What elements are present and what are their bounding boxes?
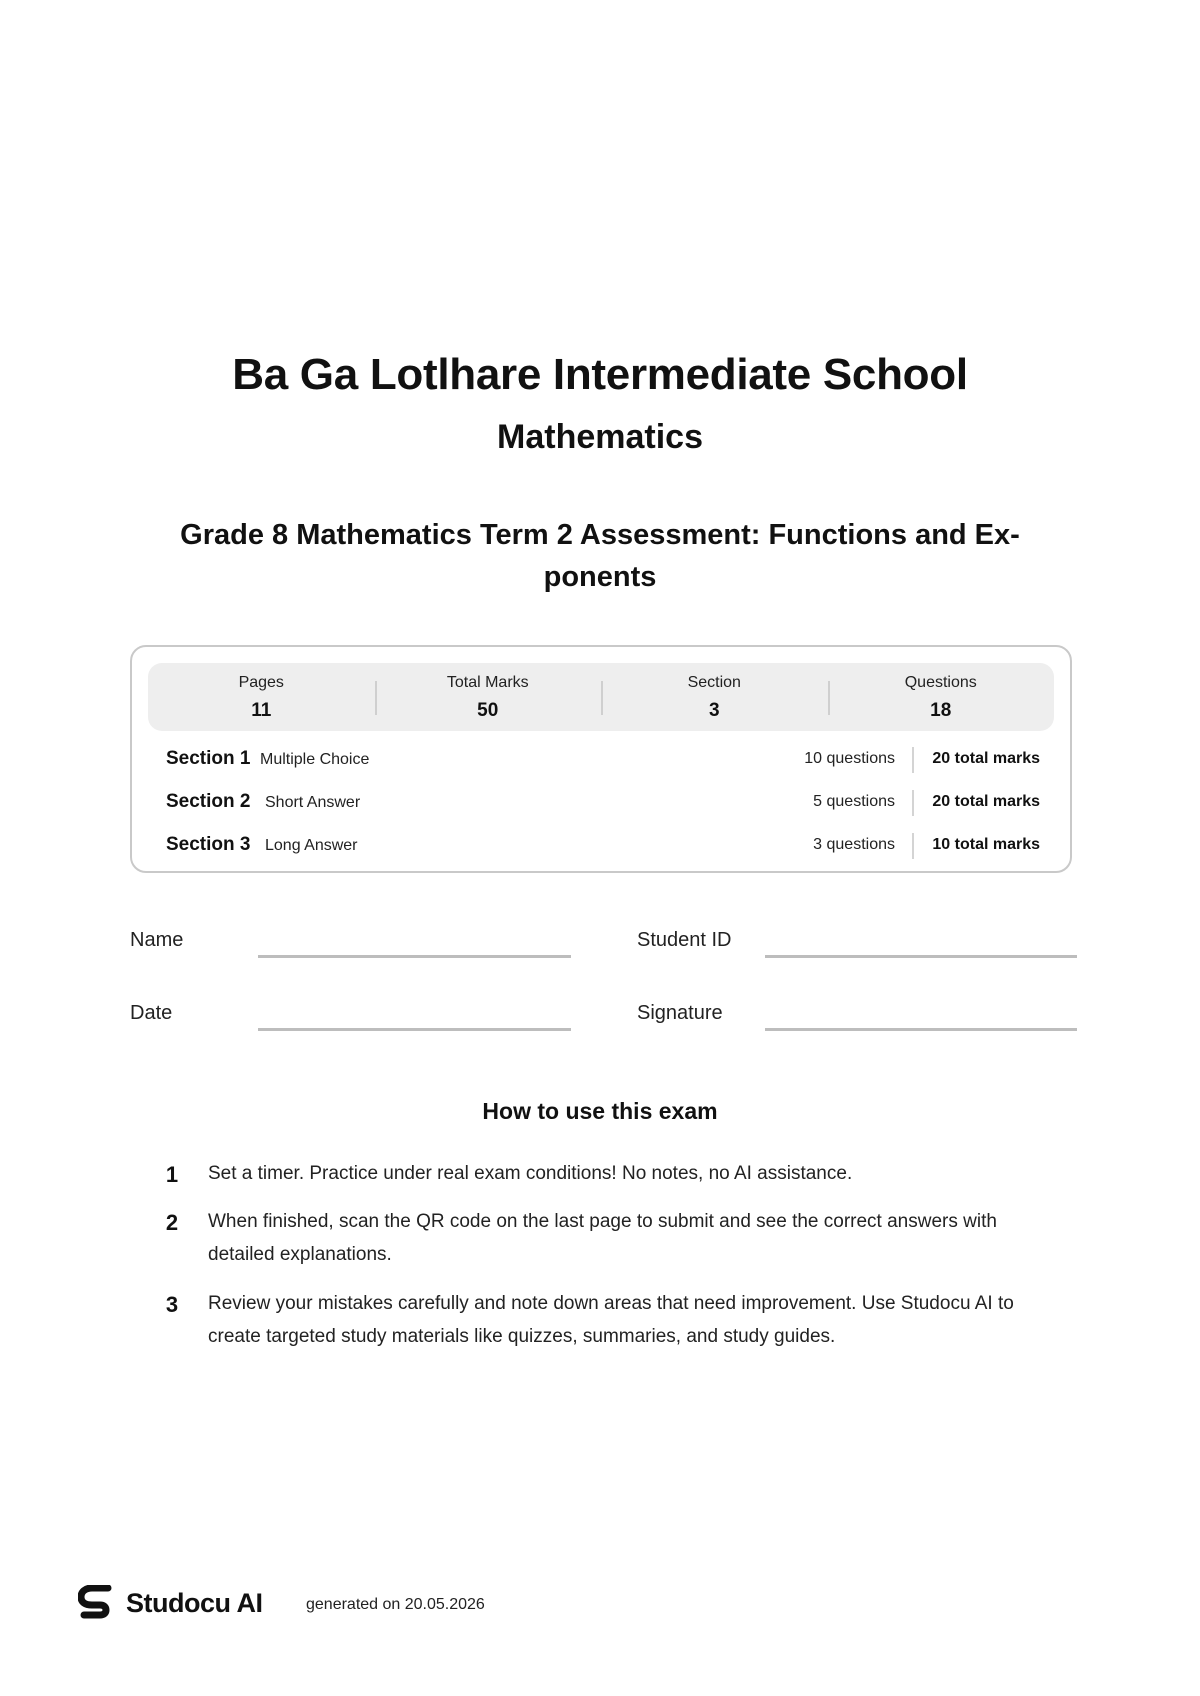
exam-title: Grade 8 Mathematics Term 2 Assessment: Functions and Ex-ponents: [180, 519, 1020, 593]
step-text: When finished, scan the QR code on the last page to submit and see the correct answers with detailed explanations.: [208, 1211, 997, 1265]
stat-section: [601, 663, 828, 731]
section-name: Section 1: [166, 748, 251, 769]
section-row-3: [166, 834, 1040, 858]
section-questions: 5 questions: [813, 793, 895, 810]
section-marks: 20 total marks: [932, 750, 1040, 767]
section-questions: 3 questions: [813, 836, 895, 853]
date-field[interactable]: [258, 1028, 571, 1031]
section-type: Short Answer: [265, 794, 361, 811]
section-type: Multiple Choice: [260, 751, 370, 768]
brand-name: Studocu AI: [126, 1588, 263, 1618]
signature-label: Signature: [637, 1002, 723, 1024]
section-row-2: [166, 791, 1040, 815]
stat-questions: [828, 663, 1055, 731]
section-name: Section 3: [166, 834, 251, 855]
section-marks: 20 total marks: [932, 793, 1040, 810]
student-id-field[interactable]: [765, 955, 1077, 958]
date-label: Date: [130, 1002, 173, 1024]
stat-label: Section: [687, 674, 741, 691]
generated-date: generated on 20.05.2026: [306, 1596, 485, 1613]
subject-title: Mathematics: [497, 418, 703, 456]
stat-value: 50: [477, 700, 499, 721]
instructions-title: How to use this exam: [482, 1098, 718, 1124]
section-marks: 10 total marks: [932, 836, 1040, 853]
section-row-1: [166, 748, 1040, 772]
step-text: Set a timer. Practice under real exam conditions! No notes, no AI assistance.: [208, 1163, 853, 1184]
step-text: Review your mistakes carefully and note down areas that need improvement. Use Studocu AI to create targeted study materials like quizzes, summaries, and study guides.: [208, 1293, 1014, 1347]
name-label: Name: [130, 929, 184, 951]
section-divider: [912, 833, 914, 859]
stat-value: 11: [251, 700, 272, 721]
step-number: 2: [165, 1210, 179, 1235]
signature-field[interactable]: [765, 1028, 1077, 1031]
section-type: Long Answer: [265, 837, 358, 854]
stat-value: 3: [708, 700, 720, 721]
studocu-logo-icon: [78, 1585, 114, 1623]
school-name: Ba Ga Lotlhare Intermediate School: [232, 350, 968, 399]
section-divider: [912, 790, 914, 816]
student-id-label: Student ID: [637, 929, 732, 951]
stat-total-marks: [375, 663, 602, 731]
section-divider: [912, 747, 914, 773]
stat-value: 18: [930, 700, 952, 721]
stat-pages: [148, 663, 375, 731]
section-questions: 10 questions: [804, 750, 895, 767]
stat-label: Total Marks: [446, 674, 529, 691]
step-number: 3: [165, 1292, 179, 1317]
stat-label: Questions: [904, 674, 977, 691]
exam-summary-box: [130, 645, 1072, 873]
section-name: Section 2: [166, 791, 251, 812]
name-field[interactable]: [258, 955, 571, 958]
stat-label: Pages: [238, 674, 284, 691]
stats-bar: [148, 663, 1054, 731]
step-number: 1: [165, 1162, 179, 1187]
